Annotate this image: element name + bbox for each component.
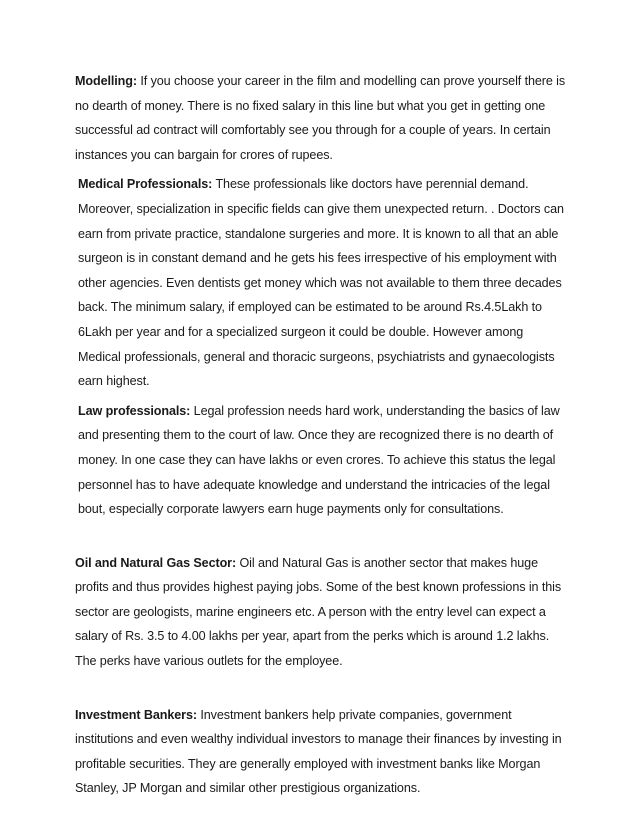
heading-medical: Medical Professionals: (78, 177, 213, 192)
body-medical: These professionals like doctors have perennial demand. Moreover, specialization in specific fields can give them unexpected return. . Doctors can earn from private practice, standalone surgeries and more. It is known to all that an able surgeon is in constant demand and he gets his fees irrespective of his employment with other agencies. Even dentists get money which was not available to them three decades back. The minimum salary, if employed can be estimated to be around Rs.4.5Lakh to 6Lakh per year and for a specialized surgeon it could be double. However among Medical professionals, general and thoracic surgeons, psychiatrists and gynaecologists earn highest. (78, 177, 564, 389)
body-modelling: If you choose your career in the film and modelling can prove yourself there is no dearth of money. There is no fixed salary in this line but what you get in getting one successful ad contract will comfortably see you through for a couple of years. In certain instances you can bargain for crores of rupees. (75, 74, 566, 162)
paragraph-medical (75, 172, 567, 393)
paragraph-oil-gas (75, 551, 567, 674)
body-investment: Investment bankers help private companies, government institutions and even wealthy individual investors to manage their finances by investing in profitable securities. They are generally employed with investment banks like Morgan Stanley, JP Morgan and similar other prestigious organizations. (75, 707, 562, 796)
paragraph-gap (75, 522, 567, 551)
heading-investment: Investment Bankers: (75, 707, 197, 722)
heading-modelling: Modelling: (75, 74, 137, 88)
body-law: Legal profession needs hard work, understanding the basics of law and presenting them to the court of law. Once they are recognized there is no dearth of money. In one case they can have lakhs or even crores. To achieve this status the legal personnel has to have adequate knowledge and understand the intricacies of the legal bout, especially corporate lawyers earn huge payments only for consultations. (78, 403, 560, 517)
heading-law: Law professionals: (78, 403, 191, 418)
heading-oil-gas: Oil and Natural Gas Sector: (75, 555, 237, 570)
paragraph-modelling (75, 69, 567, 167)
paragraph-law (75, 399, 567, 522)
body-oil-gas: Oil and Natural Gas is another sector that makes huge profits and thus provides highest paying jobs. Some of the best known professions in this sector are geologists, marine engineers etc. A person with the entry level can expect a salary of Rs. 3.5 to 4.00 lakhs per year, apart from the perks which is around 1.2 lakhs. The perks have various outlets for the employee. (75, 555, 562, 669)
document-page (75, 69, 567, 801)
paragraph-gap (75, 674, 567, 703)
paragraph-investment (75, 703, 567, 801)
